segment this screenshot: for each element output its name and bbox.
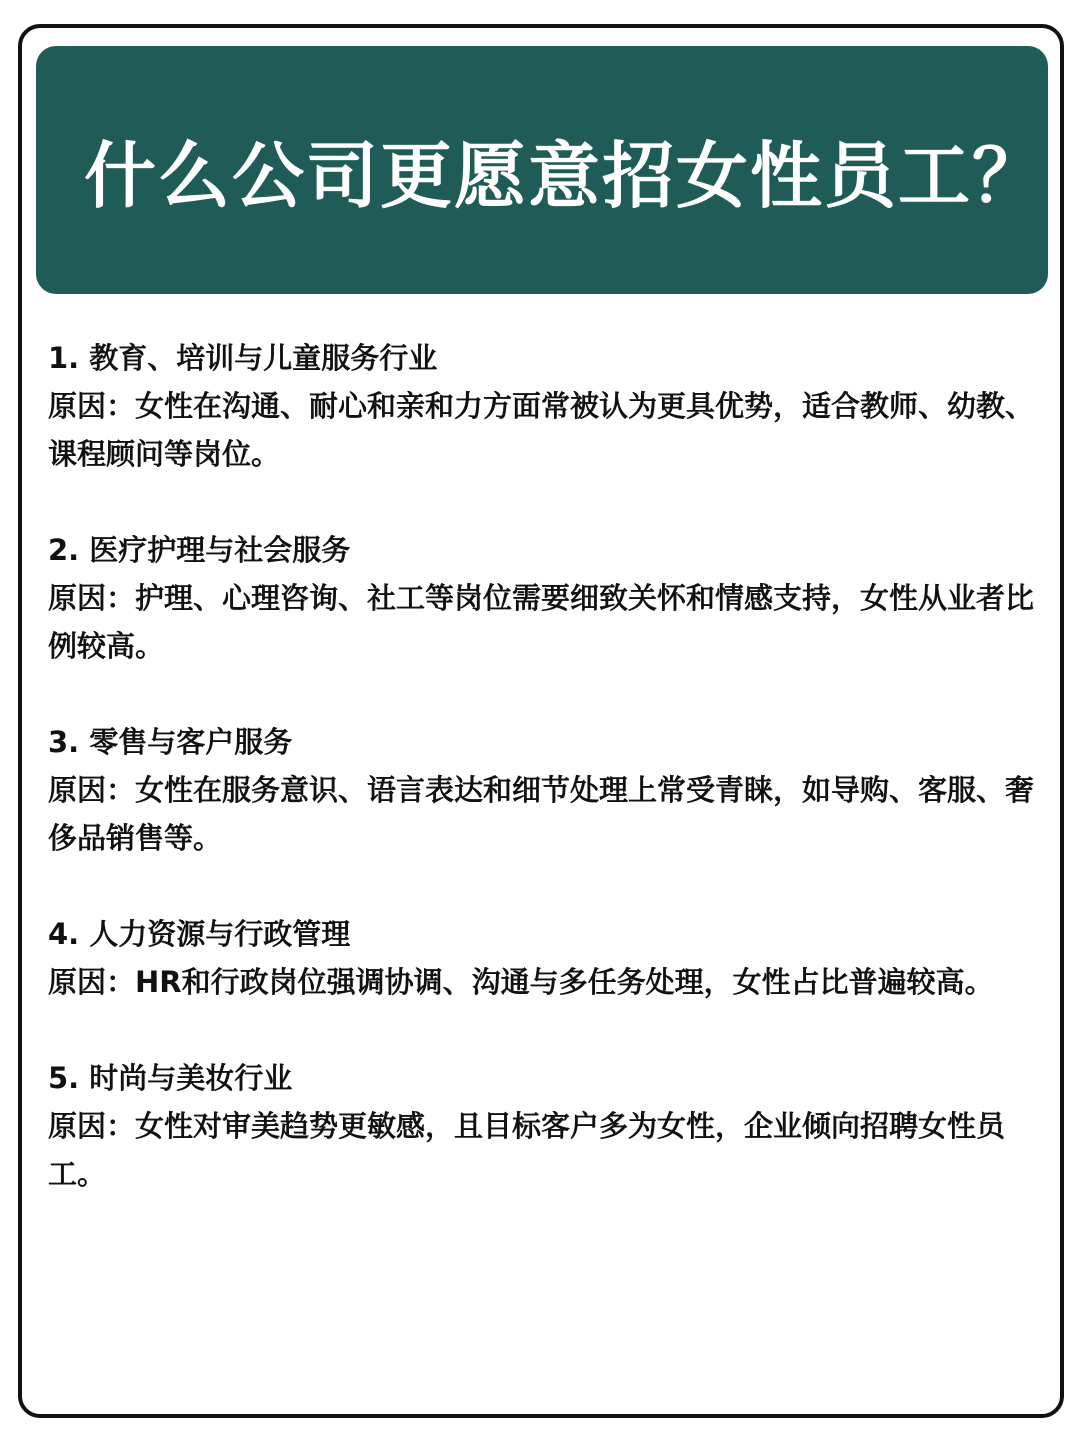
section-reason: 原因：女性在服务意识、语言表达和细节处理上常受青睐，如导购、客服、奢侈品销售等。 bbox=[48, 773, 1035, 855]
sections-list bbox=[48, 334, 1048, 1246]
section-reason: 原因：女性对审美趋势更敏感，且目标客户多为女性，企业倾向招聘女性员工。 bbox=[48, 1109, 1006, 1191]
page-title: 什么公司更愿意招女性员工？ bbox=[84, 134, 1047, 218]
section-item bbox=[48, 526, 1048, 670]
section-heading: 3. 零售与客户服务 bbox=[48, 725, 293, 759]
section-item bbox=[48, 1054, 1048, 1198]
content-card bbox=[18, 24, 1064, 1418]
section-reason: 原因：女性在沟通、耐心和亲和力方面常被认为更具优势，适合教师、幼教、课程顾问等岗位。 bbox=[48, 389, 1035, 471]
section-reason: 原因：HR和行政岗位强调协调、沟通与多任务处理，女性占比普遍较高。 bbox=[48, 965, 994, 999]
title-banner bbox=[36, 46, 1048, 294]
section-reason: 原因：护理、心理咨询、社工等岗位需要细致关怀和情感支持，女性从业者比例较高。 bbox=[48, 581, 1035, 663]
section-item bbox=[48, 334, 1048, 478]
section-item bbox=[48, 910, 1048, 1006]
section-heading: 2. 医疗护理与社会服务 bbox=[48, 533, 351, 567]
section-heading: 1. 教育、培训与儿童服务行业 bbox=[48, 341, 438, 375]
section-heading: 4. 人力资源与行政管理 bbox=[48, 917, 351, 951]
section-heading: 5. 时尚与美妆行业 bbox=[48, 1061, 293, 1095]
section-item bbox=[48, 718, 1048, 862]
